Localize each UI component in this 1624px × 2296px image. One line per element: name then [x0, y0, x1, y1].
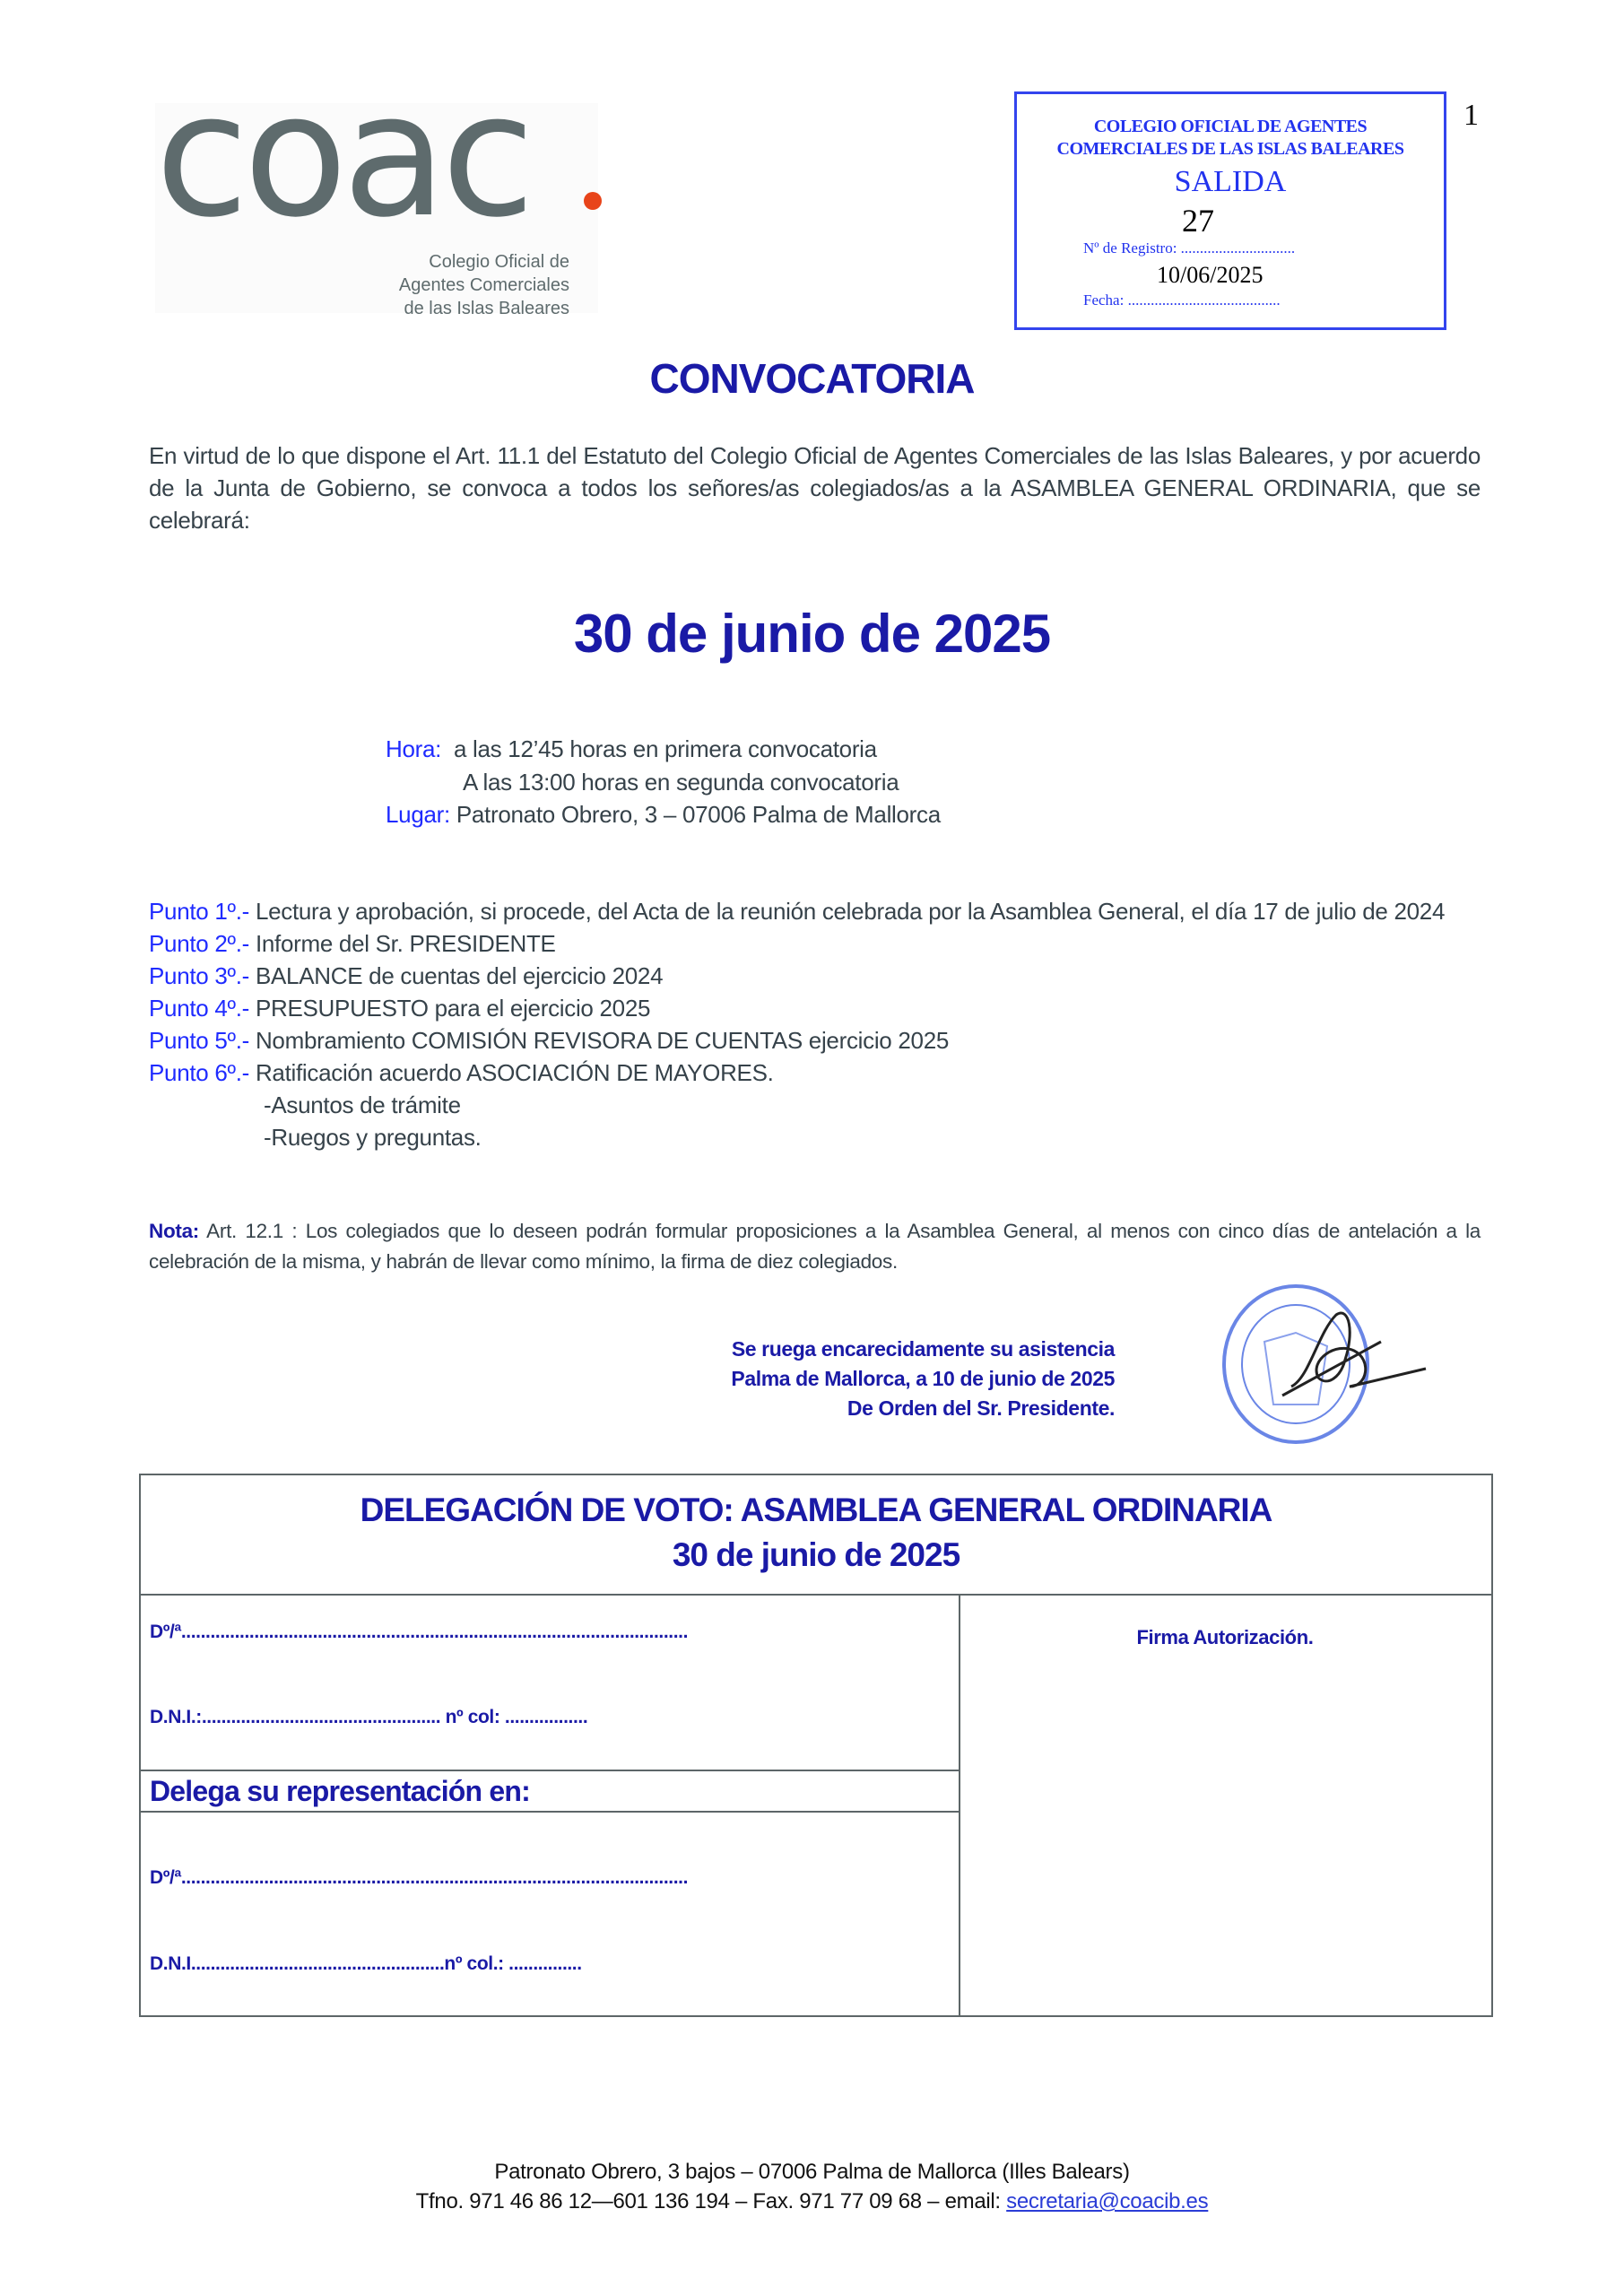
agenda-item-label: Punto 5º.-	[149, 1027, 250, 1054]
stamp-fecha-label: Fecha: ........................................	[1083, 291, 1281, 309]
email-link[interactable]: secretaria@coacib.es	[1006, 2189, 1209, 2213]
hora-first: a las 12’45 horas en primera convocatoria	[453, 735, 877, 762]
logo-wordmark: coac	[155, 57, 530, 255]
row-divider	[141, 1770, 959, 1771]
agenda-item	[149, 960, 1485, 992]
agenda-item	[149, 1057, 1485, 1089]
hora-line	[386, 733, 941, 766]
document-title: CONVOCATORIA	[649, 355, 975, 402]
page-number: 1	[1463, 99, 1479, 132]
intro-paragraph: En virtud de lo que dispone el Art. 11.1 del Estatuto del Colegio Oficial de Agentes Comerciales de las Islas Baleares, y por acuerdo de la Junta de Gobierno, se convoca a todos los señores/as colegiados/as a la ASAMBLEA GENERAL ORDINARIA, que se celebrará:	[149, 442, 1481, 534]
lugar-line	[386, 798, 941, 831]
agenda-item-text: BALANCE de cuentas del ejercicio 2024	[255, 962, 664, 989]
agenda-item-label: Punto 3º.-	[149, 962, 250, 989]
stamp-org-line: COMERCIALES DE LAS ISLAS BALEARES	[1056, 139, 1404, 159]
footer-phones: Tfno. 971 46 86 12—601 136 194 – Fax. 971 77 09 68 – email:	[415, 2189, 1001, 2213]
agenda-subitem: -Ruegos y preguntas.	[264, 1124, 482, 1151]
meeting-date: 30 de junio de 2025	[573, 604, 1051, 664]
column-divider	[959, 1596, 960, 2015]
delegate-dni-field[interactable]: D.N.I....................................................nº col.: ...............	[150, 1953, 582, 1974]
closing-line: De Orden del Sr. Presidente.	[847, 1396, 1115, 1420]
stamp-fecha-value: 10/06/2025	[1157, 262, 1264, 288]
closing-line: Se ruega encarecidamente su asistencia	[731, 1337, 1115, 1361]
closing-block	[731, 1335, 1115, 1423]
note-text: Art. 12.1 : Los colegiados que lo deseen podrán formular proposiciones a la Asamblea General, al menos con cinco días de antelación a la celebración de la misma, y habrán de llevar como mínimo, la firma de diez colegiados.	[149, 1220, 1481, 1273]
delega-heading: Delega su representación en:	[150, 1775, 530, 1807]
logo-subtitle-line: de las Islas Baleares	[404, 299, 569, 318]
agenda-item	[149, 1024, 1485, 1057]
footer-address: Patronato Obrero, 3 bajos – 07006 Palma de Mallorca (Illes Balears)	[494, 2160, 1130, 2184]
signature-stroke	[1282, 1313, 1426, 1396]
stamp-org-line: COLEGIO OFICIAL DE AGENTES	[1093, 117, 1368, 136]
lugar-value: Patronato Obrero, 3 – 07006 Palma de Mallorca	[456, 801, 941, 828]
hora-second: A las 13:00 horas en segunda convocatoria	[463, 768, 899, 796]
agenda-item-text: Lectura y aprobación, si procede, del Acta de la reunión celebrada por la Asamblea General, el día 17 de julio de 2024	[255, 898, 1446, 925]
seal-inner-ring	[1242, 1305, 1350, 1423]
agenda-item-text: Ratificación acuerdo ASOCIACIÓN DE MAYORES.	[255, 1059, 774, 1086]
form-date: 30 de junio de 2025	[672, 1536, 960, 1573]
vote-delegation-form	[139, 1474, 1493, 2017]
agenda-item	[149, 927, 1485, 960]
coac-logo	[155, 57, 598, 318]
stamp-registro-label: Nº de Registro: ..............................	[1083, 239, 1296, 257]
hora-label: Hora:	[386, 735, 442, 762]
agenda-item-label: Punto 6º.-	[149, 1059, 250, 1086]
agenda-subitem: -Asuntos de trámite	[264, 1091, 461, 1118]
agenda-item	[149, 895, 1485, 927]
footer	[0, 2157, 1624, 2216]
agenda-item-text: Nombramiento COMISIÓN REVISORA DE CUENTAS ejercicio 2025	[255, 1027, 950, 1054]
form-title: DELEGACIÓN DE VOTO: ASAMBLEA GENERAL ORDINARIA	[360, 1492, 1272, 1528]
signature-authorization-field[interactable]: Firma Autorización.	[1136, 1626, 1314, 1648]
registry-stamp	[1014, 91, 1446, 330]
delegate-name-field[interactable]: Dº/ª........................................................................................................	[150, 1867, 689, 1888]
closing-line: Palma de Mallorca, a 10 de junio de 2025	[731, 1367, 1115, 1390]
agenda-item-label: Punto 4º.-	[149, 995, 250, 1022]
stamp-org	[1017, 116, 1444, 161]
grantor-dni-field[interactable]: D.N.I.:................................................. nº col: .................	[150, 1707, 588, 1727]
meeting-details	[386, 733, 941, 831]
form-header	[141, 1475, 1491, 1596]
lugar-label: Lugar:	[386, 801, 450, 828]
logo-subtitle-line: Colegio Oficial de	[429, 252, 569, 272]
agenda-item-text: Informe del Sr. PRESIDENTE	[255, 930, 556, 957]
agenda-item-label: Punto 1º.-	[149, 898, 250, 925]
logo-subtitle-line: Agentes Comerciales	[398, 275, 569, 295]
note-label: Nota:	[149, 1220, 199, 1242]
agenda-item	[149, 992, 1485, 1024]
footer-contact	[0, 2187, 1624, 2216]
agenda-item-label: Punto 2º.-	[149, 930, 250, 957]
row-divider	[141, 1811, 959, 1813]
agenda	[149, 895, 1485, 1153]
stamp-registro-value: 27	[1182, 203, 1214, 239]
official-seal-signature-icon	[1220, 1279, 1480, 1449]
agenda-item-text: PRESUPUESTO para el ejercicio 2025	[255, 995, 651, 1022]
seal-outer-ring	[1224, 1286, 1368, 1442]
grantor-name-field[interactable]: Dº/ª........................................................................................................	[150, 1622, 689, 1642]
logo-dot	[584, 192, 602, 210]
note	[149, 1216, 1481, 1277]
logo-subtitle	[399, 250, 569, 320]
stamp-type: SALIDA	[1174, 165, 1287, 198]
